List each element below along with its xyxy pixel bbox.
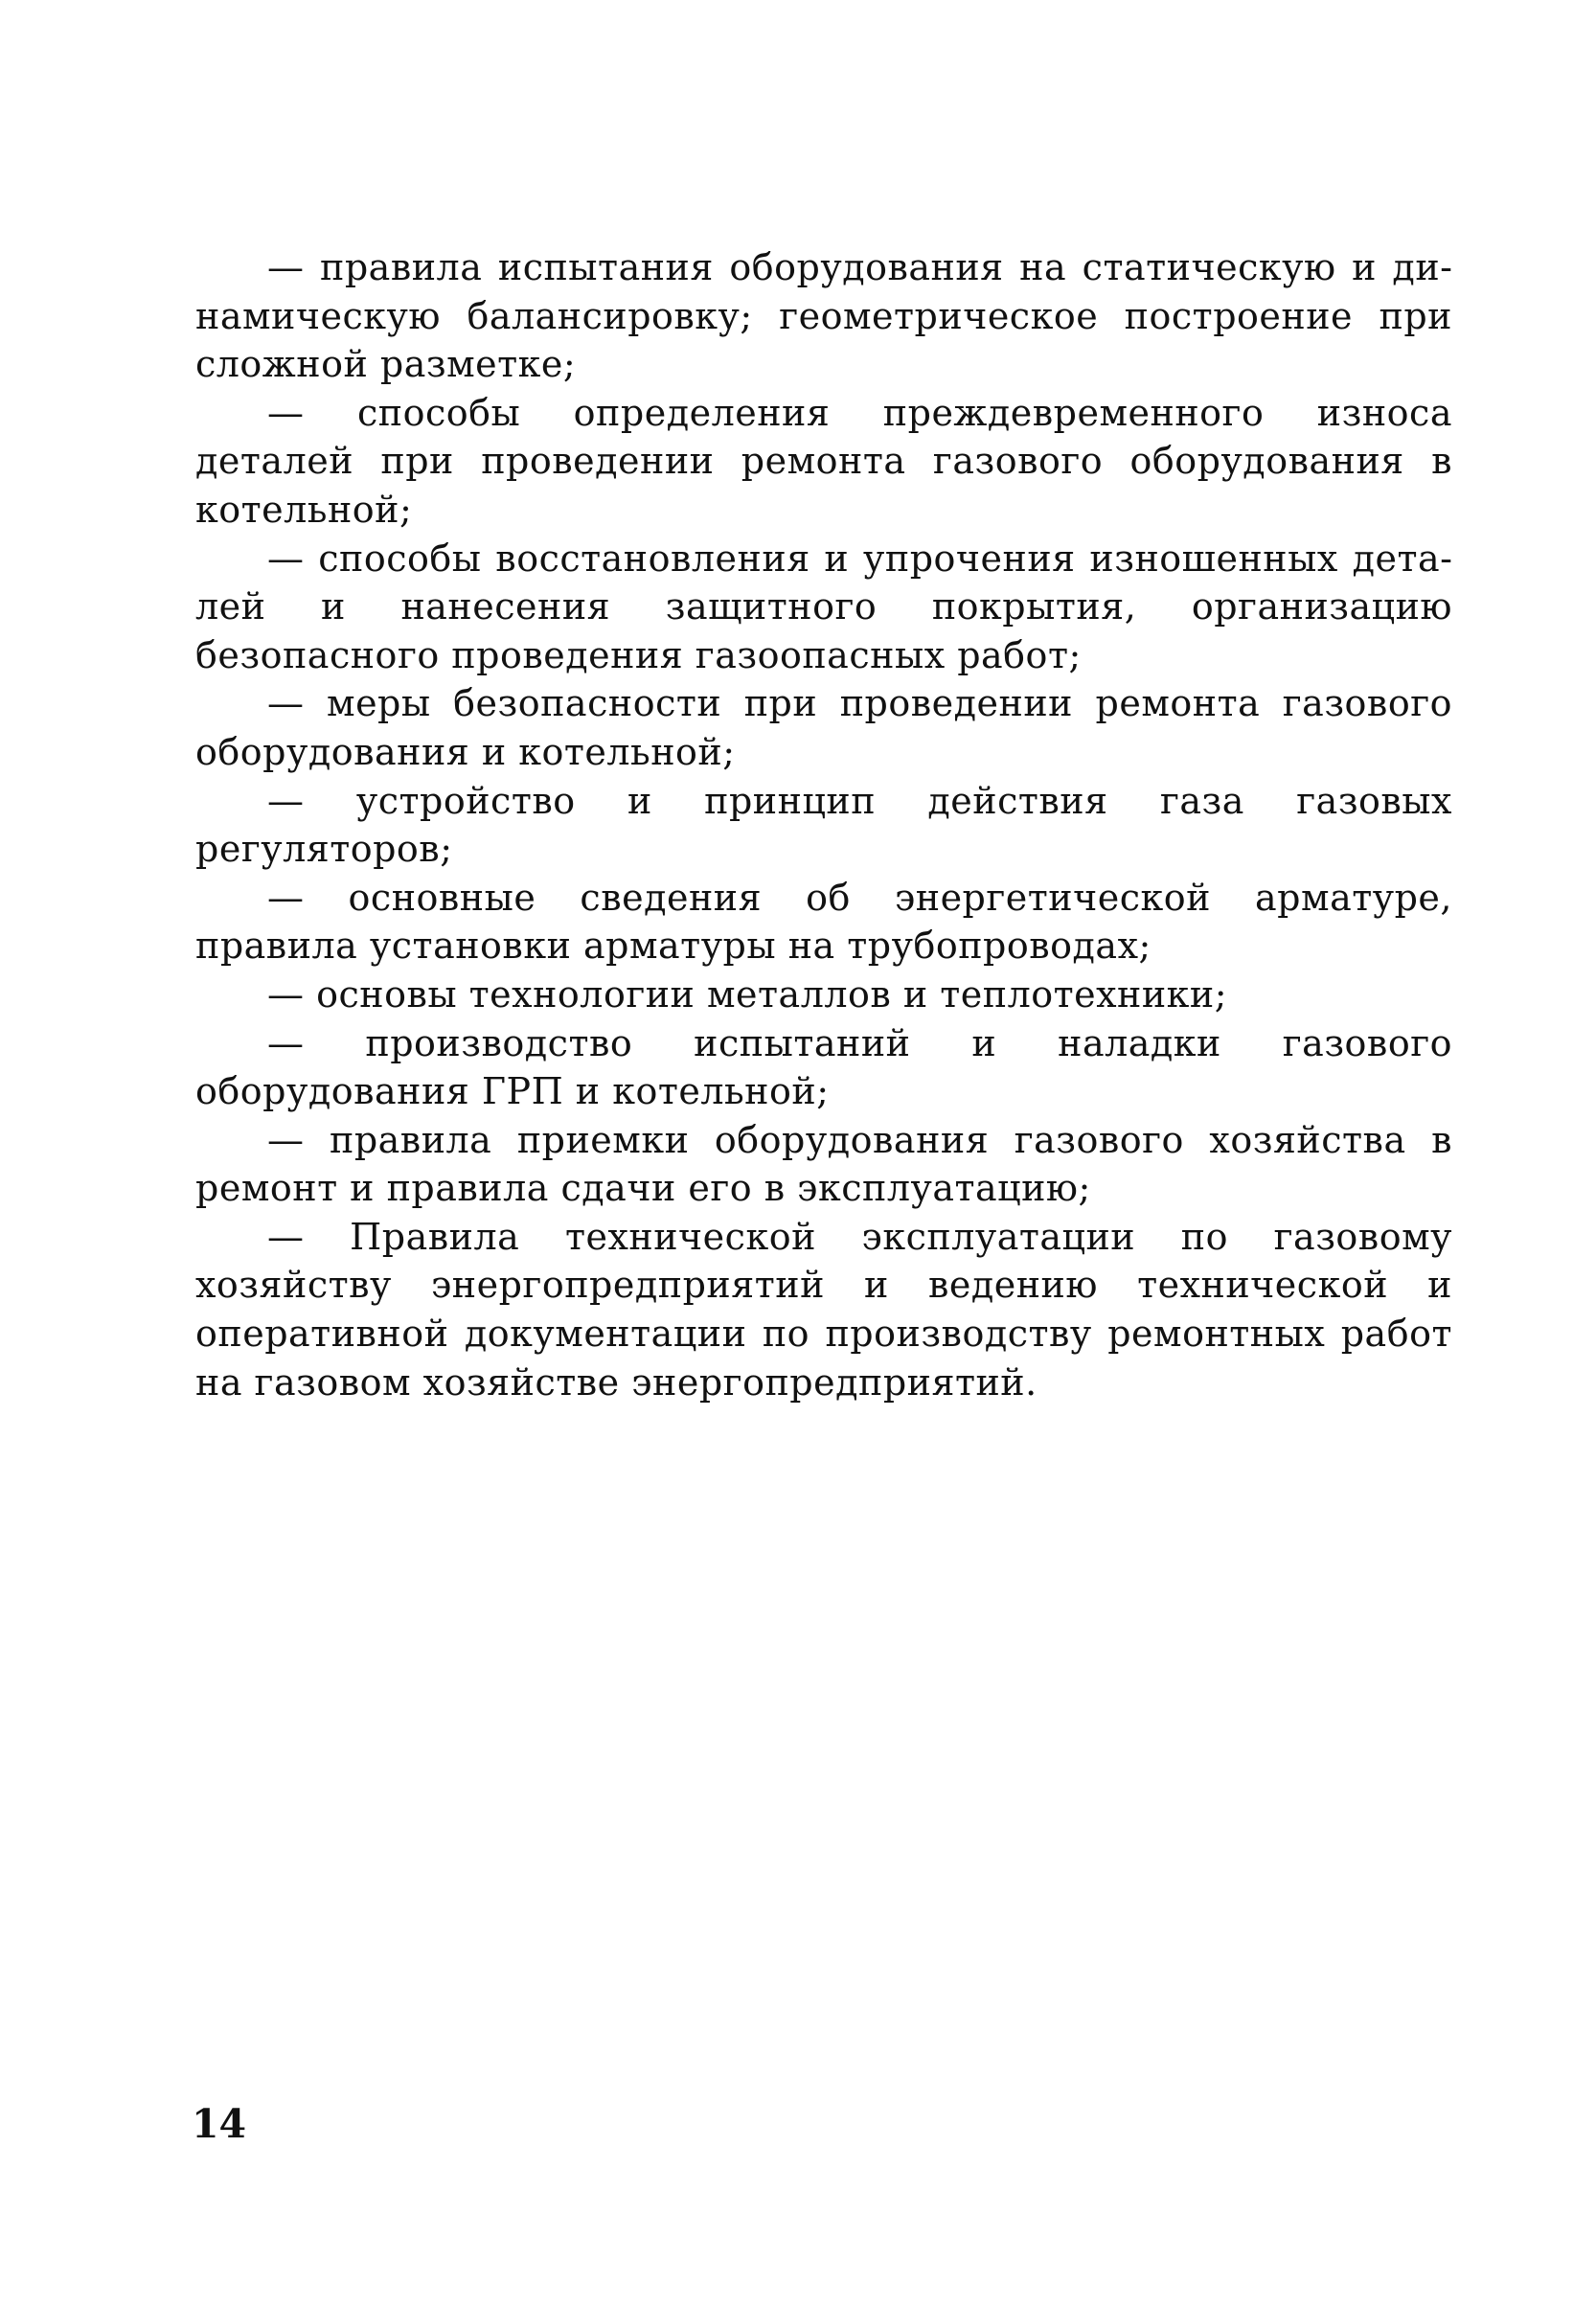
list-item: — производство испытаний и наладки газового оборудования ГРП и котельной; bbox=[195, 1021, 1452, 1113]
list-item: — основные сведения об энергетической арматуре, правила установки арматуры на трубопроводах; bbox=[195, 876, 1452, 968]
list-item: — меры безопасности при проведении ремонта газового оборудования и котельной; bbox=[195, 682, 1452, 773]
list-item: — Правила технической эксплуатации по газовому хозяйству энергопредприятий и ведению технической и оперативной документации по производству ремонтных работ на газовом хозяйстве энергопредприятий. bbox=[195, 1215, 1452, 1404]
list-item: — устройство и принцип действия газа газовых регуляторов; bbox=[195, 779, 1452, 871]
list-item: — способы определения преждевременного износа деталей при проведении ремонта газового оборудования в котельной; bbox=[195, 391, 1452, 531]
list-item: — правила приемки оборудования газового хозяйства в ремонт и правила сдачи его в эксплуатацию; bbox=[195, 1118, 1452, 1210]
list-item: — правила испытания оборудования на статическую и динамическую балансировку; геометрическое построение при сложной разметке; bbox=[195, 246, 1452, 386]
list-item: — способы восстановления и упрочения изношенных деталей и нанесения защитного покрытия, организацию безопасного проведения газоопасных работ; bbox=[195, 537, 1452, 676]
page-number: 14 bbox=[192, 2101, 247, 2147]
body-text bbox=[195, 243, 1452, 1406]
list-item: — основы технологии металлов и теплотехники; bbox=[267, 972, 1228, 1016]
